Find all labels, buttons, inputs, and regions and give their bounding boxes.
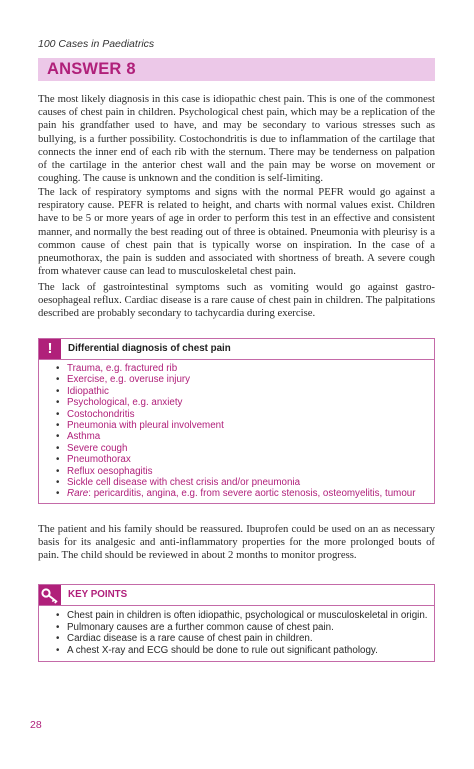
key-points-list <box>56 610 426 656</box>
running-header: 100 Cases in Paediatrics <box>38 38 155 50</box>
list-item: • Psychological, e.g. anxiety <box>56 397 426 408</box>
key-points-header <box>39 585 434 606</box>
rare-text: : pericarditis, angina, e.g. from severe aortic stenosis, osteomyelitis, tumour <box>88 488 416 500</box>
answer-title: ANSWER 8 <box>47 60 136 78</box>
paragraph-diagnosis: The most likely diagnosis in this case is idiopathic chest pain. This is one of the commonest causes of chest pain in children. Psychological chest pain, which may be a replication of the pain his grandfather used to have, and may be secondary to various stresses such as bullying, is a further possibility. Costochondritis is due to inflammation of the cartilage that connects the inner end of each rib with the sternum. There may be tenderness on palpation of the cartilage in the anterior chest wall and the pain may be worse on movement or coughing. The cause is unknown and the condition is self-limiting. <box>38 93 435 185</box>
differential-list <box>56 363 426 500</box>
paragraph-respiratory: The lack of respiratory symptoms and signs with the normal PEFR would go against a respiratory cause. PEFR is related to height, and charts with normal values exist. Children have to be 5 or more years of age in order to perform this test in an effective and consistent manner, and normally the best reading out of three is obtained. Pneumonia with pleurisy is a common cause of chest pain that is typically worse on inspiration. In the case of a pneumothorax, the pain is sudden and associated with shortness of breath. A severe cough from whatever cause can lead to musculoskeletal chest pain. <box>38 186 435 278</box>
key-points-box <box>38 584 435 662</box>
list-item: • Pulmonary causes are a further common cause of chest pain. <box>56 622 426 634</box>
list-item: • Chest pain in children is often idiopathic, psychological or musculoskeletal in origin. <box>56 610 426 622</box>
list-item: • Pneumonia with pleural involvement <box>56 420 426 431</box>
list-item: • Sickle cell disease with chest crisis and/or pneumonia <box>56 477 426 488</box>
page-number: 28 <box>30 719 42 731</box>
differential-box-title: Differential diagnosis of chest pain <box>68 343 231 354</box>
key-points-title: KEY POINTS <box>68 589 128 600</box>
exclamation-icon: ! <box>39 339 61 359</box>
paragraph-management: The patient and his family should be reassured. Ibuprofen could be used on an as necessary basis for its analgesic and anti-inflammatory properties for the more prolonged bouts of pain. The child should be reviewed in about 2 months to monitor progress. <box>38 523 435 562</box>
answer-banner <box>38 58 435 81</box>
list-item: • Exercise, e.g. overuse injury <box>56 374 426 385</box>
list-item: • Cardiac disease is a rare cause of chest pain in children. <box>56 633 426 645</box>
list-item: • Pneumothorax <box>56 454 426 465</box>
list-item: • Asthma <box>56 431 426 442</box>
key-icon <box>39 585 61 605</box>
list-item: • Costochondritis <box>56 409 426 420</box>
list-item: • A chest X-ray and ECG should be done to rule out significant pathology. <box>56 645 426 657</box>
list-item: • Reflux oesophagitis <box>56 466 426 477</box>
differential-diagnosis-box <box>38 338 435 504</box>
list-item: • Severe cough <box>56 443 426 454</box>
rare-label: Rare <box>67 488 89 500</box>
list-item: • Trauma, e.g. fractured rib <box>56 363 426 374</box>
differential-box-header <box>39 339 434 360</box>
paragraph-gastrointestinal: The lack of gastrointestinal symptoms such as vomiting would go against gastro-oesophageal reflux. Cardiac disease is a rare cause of chest pain in children. The palpitations described are probably secondary to tachycardia during exercise. <box>38 281 435 320</box>
list-item-rare <box>56 488 426 499</box>
list-item: • Idiopathic <box>56 386 426 397</box>
